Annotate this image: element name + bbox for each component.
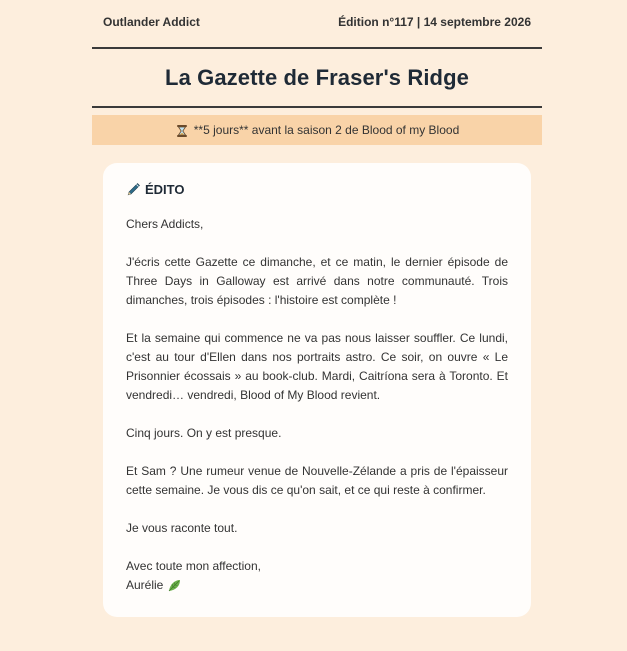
edito-heading — [126, 181, 508, 197]
hourglass-icon — [175, 124, 189, 138]
top-bar — [92, 0, 542, 30]
bottom-divider — [92, 106, 542, 108]
edito-signature: Aurélie — [126, 578, 164, 592]
edito-paragraph: Je vous raconte tout. — [126, 521, 238, 535]
leaf-icon — [167, 578, 182, 593]
edito-paragraph: Cinq jours. On y est presque. — [126, 426, 282, 440]
masthead-title: La Gazette de Fraser's Ridge — [165, 65, 469, 90]
edition-info: Édition n°117 | 14 septembre 2026 — [338, 15, 531, 29]
edito-paragraph: J'écris cette Gazette ce dimanche, et ce matin, le dernier épisode de Three Days in Galloway est arrivé dans notre communauté. Trois dimanches, trois épisodes : l'histoire est complète ! — [126, 255, 508, 307]
brand-name: Outlander Addict — [103, 15, 200, 29]
countdown-text: **5 jours** avant la saison 2 de Blood of my Blood — [193, 123, 460, 137]
edito-card — [103, 163, 531, 617]
countdown-banner — [92, 115, 542, 145]
newsletter — [92, 0, 542, 592]
edito-title: ÉDITO — [145, 181, 185, 197]
pen-icon — [126, 182, 141, 197]
edito-paragraph: Et Sam ? Une rumeur venue de Nouvelle-Zélande a pris de l'épaisseur cette semaine. Je vous dis ce qu'on sait, et ce qui reste à confirmer. — [126, 464, 508, 497]
edito-greeting: Chers Addicts, — [126, 217, 204, 231]
edito-closing: Avec toute mon affection, — [126, 559, 261, 573]
edito-signature-line — [126, 576, 508, 595]
edito-paragraph: Et la semaine qui commence ne va pas nous laisser souffler. Ce lundi, c'est au tour d'Ellen dans nos portraits astro. Ce soir, on ouvre « Le Prisonnier écossais » au book-club. Mardi, Caitríona sera à Toronto. Et vendredi… vendredi, Blood of My Blood revient. — [126, 331, 508, 402]
